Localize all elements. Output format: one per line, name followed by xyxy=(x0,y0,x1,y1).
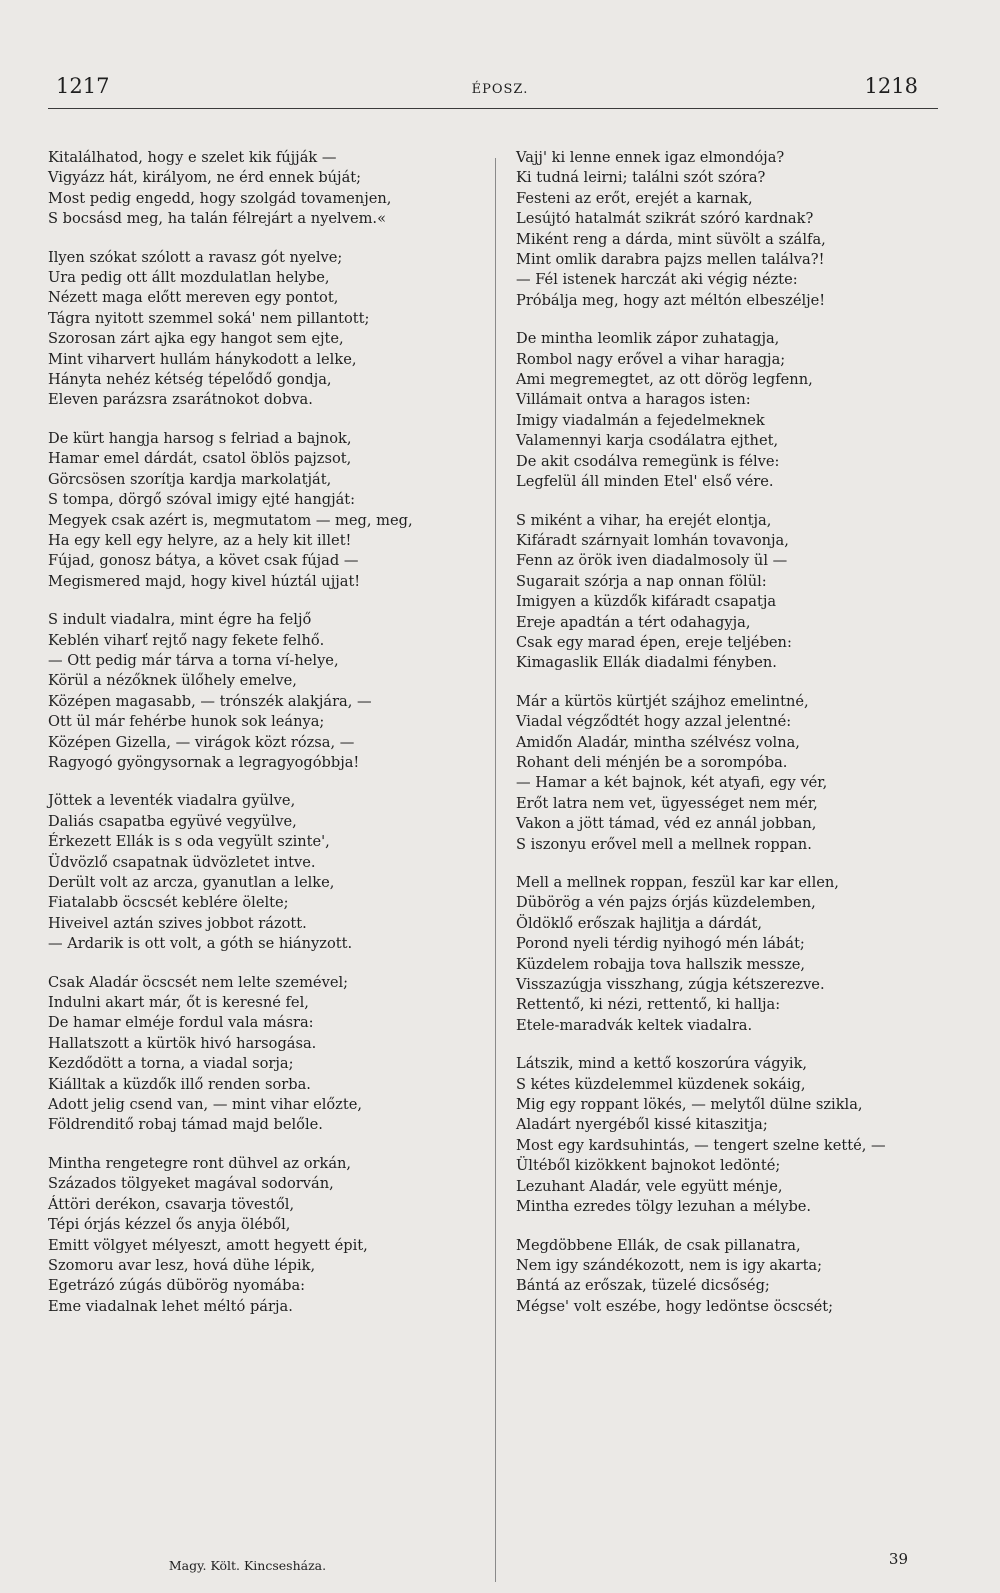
verse-line: Földrenditő robaj támad majd belőle. xyxy=(48,1116,323,1134)
verse-line: Ereje apadtán a tért odahagyja, xyxy=(516,613,751,631)
verse-line: Kimagaslik Ellák diadalmi fényben. xyxy=(516,654,777,672)
verse-line: Csak egy marad épen, ereje teljében: xyxy=(516,633,792,651)
footer-source: Magy. Költ. Kincsesháza. xyxy=(168,1558,327,1573)
right-page-number: 1218 xyxy=(864,74,918,98)
verse-line: Fújad, gonosz bátya, a követ csak fújad — xyxy=(48,552,359,570)
stanza xyxy=(48,1154,488,1317)
verse-line: Vakon a jött támad, véd ez annál jobban, xyxy=(516,815,817,833)
verse-line: Viadal végződtét hogy azzal jelentné: xyxy=(516,713,792,731)
running-title: ÉPOSZ. xyxy=(471,82,529,97)
verse-line: Ura pedig ott állt mozdulatlan helybe, xyxy=(48,269,330,287)
verse-line: Mégse' volt eszébe, hogy ledöntse öcscsét; xyxy=(516,1297,834,1315)
verse-line: — Ott pedig már tárva a torna ví-helye, xyxy=(48,651,339,669)
sheet-number: 39 xyxy=(888,1550,908,1568)
verse-line: Hiveivel aztán szives jobbot rázott. xyxy=(48,914,307,932)
stanza xyxy=(48,248,488,411)
verse-line: Villámait ontva a haragos isten: xyxy=(516,391,751,409)
verse-line: Próbálja meg, hogy azt méltón elbeszélje! xyxy=(516,291,826,309)
verse-line: Jöttek a leventék viadalra gyülve, xyxy=(48,792,296,810)
verse-line: De mintha leomlik zápor zuhatagja, xyxy=(516,330,780,348)
verse-line: — Ardarik is ott volt, a góth se hiányzott. xyxy=(48,935,353,953)
verse-line: Körül a nézőknek ülőhely emelve, xyxy=(48,672,297,690)
verse-line: Hányta nehéz kétség tépelődő gondja, xyxy=(48,371,332,389)
verse-line: Kitalálhatod, hogy e szelet kik fújják — xyxy=(48,149,337,166)
verse-line: Mig egy roppant lökés, — melytől dülne szikla, xyxy=(516,1096,863,1114)
verse-line: Tágra nyitott szemmel soká' nem pillantott; xyxy=(48,309,370,327)
page-header xyxy=(0,74,1000,110)
stanza xyxy=(516,873,936,1036)
verse-line: Indulni akart már, őt is keresné fel, xyxy=(48,994,309,1012)
verse-line: Visszazúgja visszhang, zúgja kétszerezve. xyxy=(516,976,825,994)
verse-line: Imigyen a küzdők kifáradt csapatja xyxy=(516,593,777,611)
verse-line: Legfelül áll minden Etel' első vére. xyxy=(516,473,774,491)
verse-line: Festeni az erőt, erejét a karnak, xyxy=(516,189,753,207)
verse-line: Emitt völgyet mélyeszt, amott hegyett épit, xyxy=(48,1236,368,1254)
verse-line: S bocsásd meg, ha talán félrejárt a nyelvem.« xyxy=(48,210,387,228)
verse-line: Mint viharvert hullám hánykodott a lelke, xyxy=(48,350,357,368)
verse-line: Kifáradt szárnyait lomhán tovavonja, xyxy=(516,531,789,549)
stanza xyxy=(48,610,488,773)
verse-line: Ültéből kizökkent bajnokot ledönté; xyxy=(516,1157,781,1175)
verse-line: De hamar elméje fordul vala másra: xyxy=(48,1014,314,1032)
verse-line: — Fél istenek harczát aki végig nézte: xyxy=(516,271,798,289)
verse-line: Görcsösen szorítja kardja markolatját, xyxy=(48,470,332,488)
verse-line: Imigy viadalmán a fejedelmeknek xyxy=(516,411,765,429)
verse-line: De akit csodálva remegünk is félve: xyxy=(516,452,780,470)
verse-line: Hallatszott a kürtök hivó harsogása. xyxy=(48,1034,317,1052)
verse-line: S tompa, dörgő szóval imigy ejté hangját: xyxy=(48,491,356,509)
stanza xyxy=(516,1236,936,1318)
verse-line: Daliás csapatba együvé vegyülve, xyxy=(48,812,297,830)
verse-line: Aladárt nyergéből kissé kitaszitja; xyxy=(516,1116,768,1134)
verse-line: Nem igy szándékozott, nem is igy akarta; xyxy=(516,1256,823,1274)
verse-line: Látszik, mind a kettő koszorúra vágyik, xyxy=(516,1055,808,1073)
verse-line: Küzdelem robajja tova hallszik messze, xyxy=(516,955,806,973)
verse-line: Mintha ezredes tölgy lezuhan a mélybe. xyxy=(516,1198,812,1216)
verse-line: Megdöbbene Ellák, de csak pillanatra, xyxy=(516,1236,801,1254)
verse-line: De kürt hangja harsog s felriad a bajnok, xyxy=(48,429,352,447)
header-rule xyxy=(48,108,938,109)
verse-line: Érkezett Ellák is s oda vegyült szinte', xyxy=(48,833,330,851)
verse-line: Középen Gizella, — virágok közt rózsa, — xyxy=(48,733,355,751)
verse-line: Sugarait szórja a nap onnan fölül: xyxy=(516,572,767,590)
verse-line: Amidőn Aladár, mintha szélvész volna, xyxy=(516,733,800,751)
column-divider xyxy=(495,158,496,1582)
verse-line: S kétes küzdelemmel küzdenek sokáig, xyxy=(516,1075,806,1093)
verse-line: S iszonyu erővel mell a mellnek roppan. xyxy=(516,835,812,853)
verse-line: Mint omlik darabra pajzs mellen találva?! xyxy=(516,251,825,269)
verse-line: Ott ül már fehérbe hunok sok leánya; xyxy=(48,713,325,731)
verse-line: Hamar emel dárdát, csatol öblös pajzsot, xyxy=(48,450,352,468)
verse-line: Ami megremegtet, az ott dörög legfenn, xyxy=(516,371,813,389)
verse-line: Öldöklő erőszak hajlitja a dárdát, xyxy=(516,914,763,932)
verse-line: Egetrázó zúgás dübörög nyomába: xyxy=(48,1277,306,1295)
verse-line: — Hamar a két bajnok, két atyafi, egy vér, xyxy=(516,774,828,792)
stanza xyxy=(48,973,488,1136)
verse-line: Középen magasabb, — trónszék alakjára, — xyxy=(48,692,372,710)
verse-line: Lezuhant Aladár, vele együtt ménje, xyxy=(516,1177,783,1195)
verse-line: Vajj' ki lenne ennek igaz elmondója? xyxy=(516,149,785,166)
verse-line: Rohant deli ménjén be a sorompóba. xyxy=(516,753,788,771)
stanza xyxy=(516,692,936,855)
verse-line: Miként reng a dárda, mint süvölt a szálfa, xyxy=(516,230,826,248)
verse-line: Dübörög a vén pajzs órjás küzdelemben, xyxy=(516,894,816,912)
verse-line: Eme viadalnak lehet méltó párja. xyxy=(48,1297,293,1315)
verse-line: Ragyogó gyöngysornak a legragyogóbbja! xyxy=(48,753,360,771)
verse-line: Már a kürtös kürtjét szájhoz emelintné, xyxy=(516,692,809,710)
verse-line: Valamennyi karja csodálatra ejthet, xyxy=(516,432,779,450)
verse-line: Erőt latra nem vet, ügyességet nem mér, xyxy=(516,794,818,812)
verse-line: Nézett maga előtt mereven egy pontot, xyxy=(48,289,339,307)
verse-line: Üdvözlő csapatnak üdvözletet intve. xyxy=(48,853,316,871)
verse-line: Eleven parázsra zsarátnokot dobva. xyxy=(48,391,313,409)
verse-line: Most egy kardsuhintás, — tengert szelne ketté, — xyxy=(516,1136,886,1154)
verse-line: Vigyázz hát, királyom, ne érd ennek búját; xyxy=(48,169,362,187)
stanza xyxy=(48,791,488,954)
verse-line: Százados tölgyeket magával sodorván, xyxy=(48,1175,334,1193)
stanza xyxy=(516,511,936,674)
verse-line: Ilyen szókat szólott a ravasz gót nyelve; xyxy=(48,248,343,266)
stanza xyxy=(516,1054,936,1217)
verse-line: Megismered majd, hogy kivel húztál ujjat! xyxy=(48,572,361,590)
verse-line: Fenn az örök iven diadalmosoly ül — xyxy=(516,552,788,570)
verse-line: Porond nyeli térdig nyihogó mén lábát; xyxy=(516,935,805,953)
verse-line: Megyek csak azért is, megmutatom — meg, meg, xyxy=(48,511,413,529)
verse-line: Most pedig engedd, hogy szolgád tovamenjen, xyxy=(48,189,392,207)
verse-line: Fiatalabb öcscsét keblére ölelte; xyxy=(48,894,289,912)
stanza xyxy=(48,148,488,230)
verse-line: S miként a vihar, ha erejét elontja, xyxy=(516,511,772,529)
stanza xyxy=(48,429,488,592)
verse-line: Ha egy kell egy helyre, az a hely kit illet! xyxy=(48,531,352,549)
verse-line: Mintha rengetegre ront dühvel az orkán, xyxy=(48,1154,352,1172)
verse-line: Lesújtó hatalmát szikrát szóró kardnak? xyxy=(516,210,814,228)
stanza xyxy=(516,148,936,311)
stanza xyxy=(516,329,936,492)
verse-line: Keblén viharť rejtő nagy fekete felhő. xyxy=(48,631,325,649)
verse-line: Adott jelig csend van, — mint vihar előzte, xyxy=(48,1096,363,1114)
verse-line: Szorosan zárt ajka egy hangot sem ejte, xyxy=(48,330,344,348)
verse-line: Csak Aladár öcscsét nem lelte szemével; xyxy=(48,973,349,991)
verse-line: S indult viadalra, mint égre ha feljő xyxy=(48,611,312,629)
verse-line: Ki tudná leirni; találni szót szóra? xyxy=(516,169,766,187)
verse-line: Mell a mellnek roppan, feszül kar kar ellen, xyxy=(516,874,839,891)
verse-line: Kezdődött a torna, a viadal sorja; xyxy=(48,1055,294,1073)
verse-line: Tépi órjás kézzel ős anyja öléből, xyxy=(48,1216,291,1234)
verse-line: Áttöri derékon, csavarja tövestől, xyxy=(48,1195,295,1213)
right-column xyxy=(516,148,936,1335)
verse-line: Bántá az erőszak, tüzelé dicsőség; xyxy=(516,1277,770,1295)
verse-line: Etele-maradvák keltek viadalra. xyxy=(516,1016,753,1034)
verse-line: Rombol nagy erővel a vihar haragja; xyxy=(516,350,786,368)
verse-line: Rettentő, ki nézi, rettentő, ki hallja: xyxy=(516,996,781,1014)
verse-line: Derült volt az arcza, gyanutlan a lelke, xyxy=(48,874,335,891)
left-column xyxy=(48,148,488,1335)
left-page-number: 1217 xyxy=(56,74,110,98)
verse-line: Kiálltak a küzdők illő renden sorba. xyxy=(48,1075,311,1093)
verse-line: Szomoru avar lesz, hová dühe lépik, xyxy=(48,1256,316,1274)
